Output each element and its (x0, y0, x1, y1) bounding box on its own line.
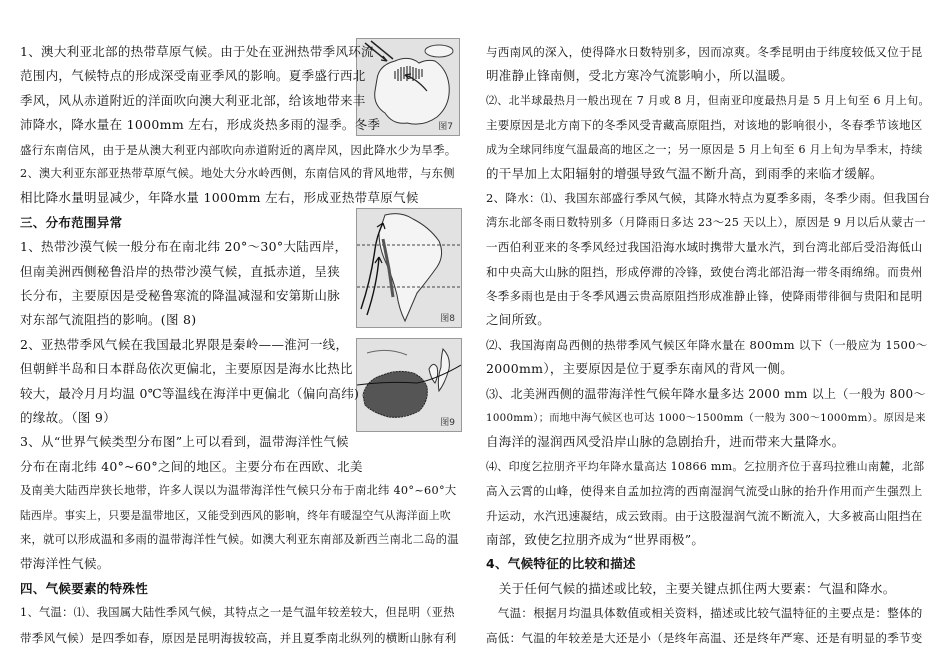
text-line: 1000mm）；而地中海气候区也可达 1000～1500mm（一般为 300～1000mm）。原因是来 (486, 412, 926, 424)
figure-9-label: 图9 (440, 418, 455, 428)
figure-9-east-asia-map (356, 338, 462, 432)
text-line: 高低：气温的年较差是大还是小（是终年高温、还是终年严寒、还是有明显的季节变 (486, 630, 923, 645)
text-line: 的缘故。（图 9） (20, 410, 116, 425)
text-line: 2、降水：⑴、我国东部盛行季风气候，其降水特点为夏季多雨，冬季少雨。但我国台 (486, 191, 931, 206)
text-line: 一西伯利亚来的冬季风经过我国沿海水域时携带大量水汽，到台湾北部后受沿海低山 (486, 240, 923, 255)
text-line: 3、从“世界气候类型分布图”上可以看到，温带海洋性气候 (20, 434, 349, 450)
text-line: 相比降水量明显减少，年降水量 1000mm 左右，形成亚热带草原气候 (20, 190, 419, 206)
figure-7-label: 图7 (438, 122, 453, 132)
section-heading: 4、气候特征的比较和描述 (486, 556, 636, 572)
text-line: 2000mm），主要原因是位于夏季东南风的背风一侧。 (486, 361, 794, 377)
text-line: 范围内，气候特点的形成深受南亚季风的影响。夏季盛行西北 (20, 68, 366, 84)
text-line: 冬季多雨也是由于冬季风遇云贵高原阻挡形成准静止锋，使降雨带徘徊与贵阳和昆明 (486, 289, 923, 303)
text-line: ⑵、我国海南岛西侧的热带季风气候区年降水量在 800mm 以下（一般应为 1500～ (486, 337, 928, 352)
text-line: 1、热带沙漠气候一般分布在南北纬 20°～30°大陆西岸， (20, 239, 348, 255)
section-heading: 四、气候要素的特殊性 (20, 580, 149, 596)
text-line: 对东部气流阻挡的影响。(图 8) (20, 312, 197, 328)
text-line: ⑵、北半球最热月一般出现在 7 月或 8 月，但南亚印度最热月是 5 月上旬至 6 月上旬。 (486, 93, 930, 107)
text-line: 带季风气候）是四季如春，原因是昆明海拔较高，并且夏季南北纵列的横断山脉有利 (20, 630, 457, 645)
figure-8-south-america-map (356, 208, 462, 328)
text-line: 升运动，水汽迅速凝结，成云致雨。由于这股湿润气流不断流入，大多被高山阻挡在 (486, 508, 923, 523)
text-line: 主要原因是北方南下的冬季风受青藏高原阻挡，对该地的影响很小，冬春季节该地区 (486, 118, 923, 133)
text-line: 带海洋性气候。 (20, 556, 110, 572)
text-line: 成为全球同纬度气温最高的地区之一；另一原因是 5 月上旬至 6 月上旬为旱季末，持续 (486, 142, 923, 156)
text-line: 较大，最冷月月均温 0℃等温线在海洋中更偏北（偏向高纬) (20, 385, 360, 401)
text-line: 沛降水，降水量在 1000mm 左右，形成炎热多雨的湿季。冬季 (20, 117, 381, 133)
text-line: 2、澳大利亚东部亚热带草原气候。地处大分水岭西侧，东南信风的背风地带，与东侧 (20, 167, 455, 180)
text-line: 陆西岸。事实上，只要是温带地区，又能受到西风的影响，终年有暖湿空气从海洋面上吹 (20, 508, 451, 522)
text-line: 之间所致。 (486, 312, 551, 328)
text-line: 自海洋的湿润西风受沿岸山脉的急剧抬升，进而带来大量降水。 (486, 434, 845, 450)
text-line: 盛行东南信风，由于是从澳大利亚内部吹向赤道附近的离岸风，因此降水少为旱季。 (20, 142, 457, 157)
text-line: 和中央高大山脉的阻挡，形成停滞的冷锋，致使台湾北部沿海一带冬雨绵绵。而贵州 (486, 264, 923, 279)
text-line: 长分布，主要原因是受秘鲁寒流的降温减湿和安第斯山脉 (20, 288, 341, 303)
text-line: 湾东北部冬雨日数特别多（月降雨日多达 23～25 天以上），原因是 9 月以后从蒙古一 (486, 215, 926, 229)
text-line: 1、气温：⑴、我国属大陆性季风气候，其特点之一是气温年较差较大，但昆明（亚热 (20, 606, 455, 620)
text-line: 的干旱加上太阳辐射的增强导致气温不断升高，到雨季的来临才缓解。 (486, 166, 883, 181)
text-line: 来，就可以形成温和多雨的温带海洋性气候。如澳大利亚东南部及新西兰南北二岛的温 (20, 533, 459, 546)
text-line: 高入云霄的山峰，使得来自孟加拉湾的西南湿润气流受山脉的抬升作用而产生强烈上 (486, 484, 923, 499)
text-line: 与西南风的深入，使得降水日数特别多，因而凉爽。冬季昆明由于纬度较低又位于昆 (486, 45, 923, 59)
text-line: 明准静止锋南侧，受北方寒冷气流影响小，所以温暖。 (486, 68, 794, 84)
section-heading: 三、分布范围异常 (20, 214, 123, 230)
text-line: 南部，致使乞拉朋齐成为“世界雨极”。 (486, 532, 705, 547)
text-line: 及南美大陆西岸狭长地带，许多人误以为温带海洋性气候只分布于南北纬 40°~60°大 (20, 484, 457, 498)
south-america-map-graphic (357, 209, 461, 327)
text-line: 分布在南北纬 40°~60°之间的地区。主要分布在西欧、北美 (20, 458, 363, 474)
figure-8-label: 图8 (440, 314, 455, 324)
text-line: ⑷、印度乞拉朋齐平均年降水量高达 10866 mm。乞拉朋齐位于喜玛拉雅山南麓，北部 (486, 459, 925, 473)
text-line: 关于任何气候的描述或比较，主要关键点抓住两大要素：气温和降水。 (486, 580, 896, 596)
text-line: 2、亚热带季风气候在我国最北界限是秦岭——淮河一线， (20, 336, 349, 352)
text-line: 1、澳大利亚北部的热带草原气候。由于处在亚洲热带季风环流 (20, 44, 374, 59)
text-line: ⑶、北美洲西侧的温带海洋性气候年降水量多达 2000 mm 以上（一般为 800～ (486, 386, 926, 401)
text-line: 但朝鲜半岛和日本群岛依次更偏北，主要原因是海水比热比 (20, 361, 353, 377)
text-line: 气温：根据月均温具体数值或相关资料，描述或比较气温特征的主要点是：整体的 (486, 606, 923, 621)
text-line: 季风，风从赤道附近的洋面吹向澳大利亚北部，给该地带来丰 (20, 92, 366, 108)
text-line: 但南美洲西侧秘鲁沿岸的热带沙漠气候，直抵赤道，呈狭 (20, 263, 341, 279)
